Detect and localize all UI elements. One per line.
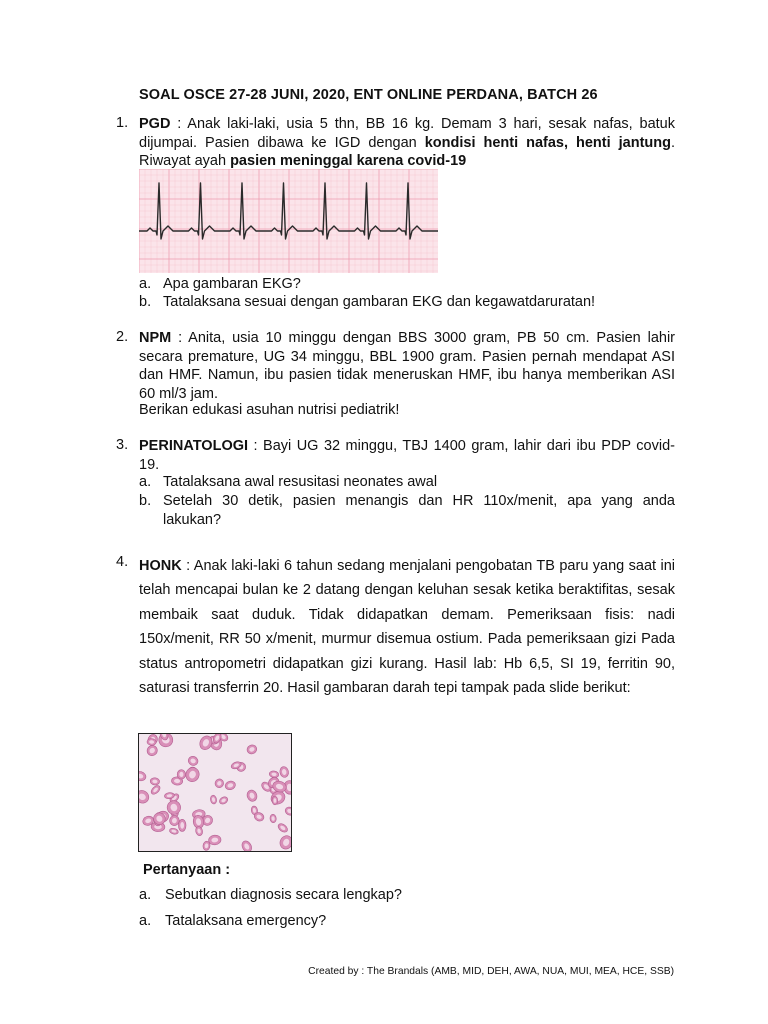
- questions-heading: Pertanyaan :: [143, 862, 231, 878]
- item-1-bold-part-2: pasien meninggal karena covid-19: [230, 153, 467, 170]
- document-title: SOAL OSCE 27-28 JUNI, 2020, ENT ONLINE PERDANA, BATCH 26: [139, 87, 598, 103]
- red-blood-cell-pallor: [180, 822, 184, 829]
- item-4-question-1-letter: a.: [139, 887, 152, 903]
- smear-background: [139, 734, 291, 851]
- item-3-text: [139, 437, 675, 474]
- item-4-question-2-letter: a.: [139, 913, 152, 929]
- item-2-number: 2.: [116, 329, 129, 345]
- item-4-heading: HONK: [139, 558, 182, 574]
- item-1-heading: PGD: [139, 116, 171, 132]
- item-3-question-b-text: Setelah 30 detik, pasien menangis dan HR 110x/menit, apa yang anda lakukan?: [163, 493, 675, 528]
- item-1-number: 1.: [116, 115, 129, 131]
- item-1-text-part-2: . Riwayat ayah: [139, 134, 676, 170]
- item-1-question-a-text: Apa gambaran EKG?: [163, 276, 301, 292]
- item-2-body: : Anita, usia 10 minggu dengan BBS 3000 gram, PB 50 cm. Pasien lahir secara premature, UG 34 minggu, BBL 1900 gram. Pasien pernah mendapat ASI dan HMF. Namun, ibu pasien tidak meneruskan HMF, ibu hanya memberikan ASI 60 ml/3 jam.: [139, 330, 675, 402]
- item-3-question-a-text: Tatalaksana awal resusitasi neonates awal: [163, 474, 438, 490]
- item-2-instruction: Berikan edukasi asuhan nutrisi pediatrik!: [139, 402, 400, 418]
- item-1-text-part-1: : Anak laki-laki, usia 5 thn, BB 16 kg. Demam 3 hari, sesak nafas, batuk dijumpai. Pasien dibawa ke IGD dengan: [139, 116, 675, 151]
- item-1-bold-part-1: kondisi henti nafas, henti jantung: [424, 134, 671, 151]
- item-2-text: [139, 329, 675, 403]
- item-3-heading: PERINATOLOGI: [139, 438, 249, 454]
- item-3-question-b-letter: b.: [139, 493, 152, 509]
- item-2-heading: NPM: [139, 330, 172, 346]
- item-4-number: 4.: [116, 554, 129, 570]
- item-1-text: [139, 115, 675, 171]
- item-4-question-2-text: Tatalaksana emergency?: [165, 913, 327, 929]
- ekg-background: [139, 169, 438, 273]
- item-4-body: : Anak laki-laki 6 tahun sedang menjalani pengobatan TB paru yang saat ini telah mencapai bulan ke 2 datang dengan keluhan sesak ketika beraktifitas, sesak membaik saat duduk. Tidak didapatkan demam. Pemeriksaan fisis: nadi 150x/menit, RR 50 x/menit, murmur disemua ostium. Pada pemeriksaan gizi Pada status antropometri didapatkan gizi kurang. Hasil lab: Hb 6,5, SI 19, ferritin 90, saturasi transferrin 20. Hasil gambaran darah tepi tampak pada slide berikut:: [139, 558, 675, 697]
- item-1-question-a-letter: a.: [139, 276, 152, 292]
- footer-credit: Created by : The Brandals (AMB, MID, DEH, AWA, NUA, MUI, MEA, HCE, SSB): [308, 966, 674, 977]
- item-3-question-a-letter: a.: [139, 474, 152, 490]
- item-1-question-b-letter: b.: [139, 294, 152, 310]
- item-3-number: 3.: [116, 437, 129, 453]
- ekg-strip-image: [139, 169, 438, 273]
- item-4-text: [139, 554, 675, 700]
- item-3-body: : Bayi UG 32 minggu, TBJ 1400 gram, lahir dari ibu PDP covid-19.: [139, 438, 675, 473]
- blood-smear-image: [138, 733, 292, 852]
- item-4-question-1-text: Sebutkan diagnosis secara lengkap?: [165, 887, 402, 903]
- item-1-question-b-text: Tatalaksana sesuai dengan gambaran EKG dan kegawatdaruratan!: [163, 294, 596, 310]
